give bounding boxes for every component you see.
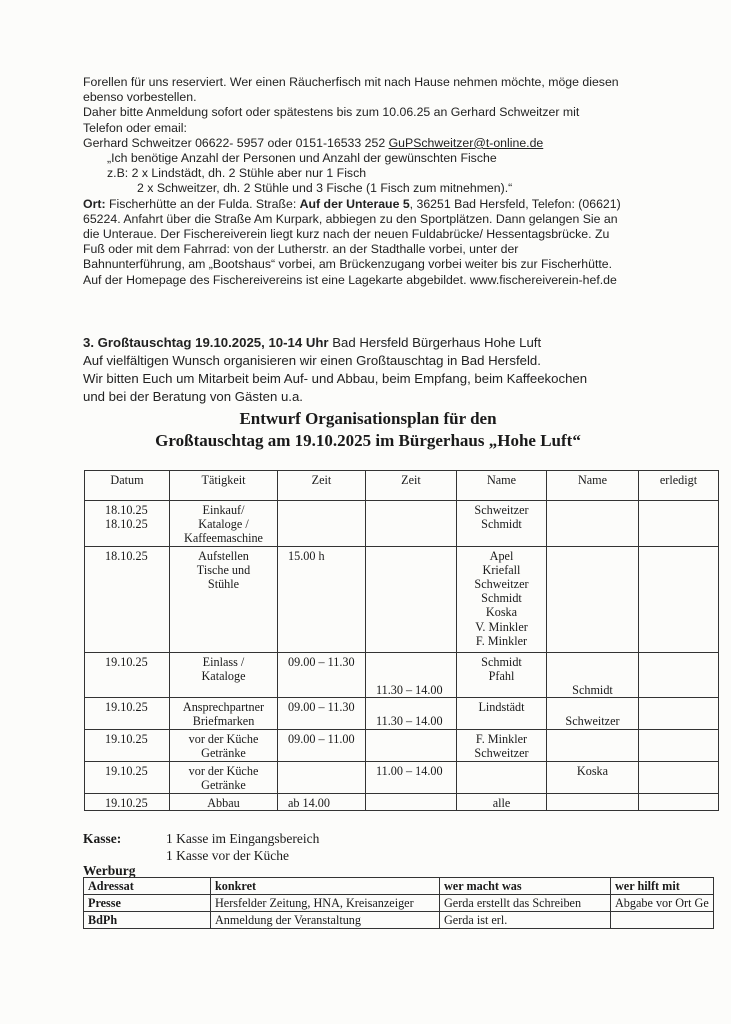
ort-line: Fuß oder mit dem Fahrrad: von der Lutherstr. an der Stadthalle vorbei, unter der (83, 242, 519, 257)
section-3 (83, 334, 713, 406)
werbung-cell: Gerda ist erl. (440, 912, 611, 929)
table-cell (457, 762, 547, 793)
table-cell: Einkauf/ Kataloge / Kaffeemaschine (170, 501, 278, 547)
table-cell (547, 546, 639, 652)
section-3-location: Bad Hersfeld Bürgerhaus Hohe Luft (328, 335, 542, 350)
werbung-table (83, 877, 714, 929)
quote-line: z.B: 2 x Lindstädt, dh. 2 Stühle aber nur 1 Fisch (107, 166, 367, 181)
organisation-plan-table (84, 470, 719, 811)
table-cell: 09.00 – 11.30 (278, 698, 366, 730)
ort-label: Ort: (83, 196, 106, 211)
table-cell (366, 730, 457, 762)
table-cell (639, 546, 719, 652)
table-row (85, 546, 719, 652)
table-row (85, 698, 719, 730)
contact-line (83, 136, 713, 151)
plan-title-line: Großtauschtag am 19.10.2025 im Bürgerhaus „Hohe Luft“ (155, 431, 581, 450)
table-cell: Aufstellen Tische und Stühle (170, 546, 278, 652)
header-zeit: Zeit (366, 471, 457, 501)
table-cell (639, 698, 719, 730)
table-cell: 19.10.25 (85, 698, 170, 730)
quote-line: „Ich benötige Anzahl der Personen und Anzahl der gewünschten Fische (107, 151, 497, 166)
table-cell: 19.10.25 (85, 793, 170, 810)
plan-title-line: Entwurf Organisationsplan für den (239, 409, 497, 428)
intro-text (83, 75, 713, 288)
section-3-line: Auf vielfältigen Wunsch organisieren wir einen Großtauschtag in Bad Hersfeld. (83, 353, 541, 368)
table-cell (639, 652, 719, 698)
table-cell: 09.00 – 11.30 (278, 652, 366, 698)
table-cell: Schmidt Pfahl (457, 652, 547, 698)
table-row (85, 501, 719, 547)
werbung-cell: Abgabe vor Ort Ge (611, 895, 714, 912)
table-row (85, 762, 719, 793)
werbung-title: Werburg (83, 863, 136, 878)
header-name: Name (457, 471, 547, 501)
table-cell (278, 501, 366, 547)
intro-line: Forellen für uns reserviert. Wer einen Räucherfisch mit nach Hause nehmen möchte, möge diesen (83, 75, 619, 89)
table-row (85, 652, 719, 698)
table-cell: 19.10.25 (85, 730, 170, 762)
table-cell: vor der Küche Getränke (170, 730, 278, 762)
table-cell: 11.00 – 14.00 (366, 762, 457, 793)
table-cell: Koska (547, 762, 639, 793)
kasse-values (166, 830, 466, 864)
table-cell: Schweitzer (547, 698, 639, 730)
header-erledigt: erledigt (639, 471, 719, 501)
table-cell: vor der Küche Getränke (170, 762, 278, 793)
header-adressat: Adressat (84, 878, 211, 895)
table-cell: 11.30 – 14.00 (366, 698, 457, 730)
ort-line (83, 197, 713, 212)
table-cell: 19.10.25 (85, 762, 170, 793)
table-cell (547, 501, 639, 547)
ort-line: Auf der Homepage des Fischereivereins ist eine Lagekarte abgebildet. www.fischereiverein-hef.de (83, 272, 617, 287)
header-datum: Datum (85, 471, 170, 501)
table-cell: Schmidt (547, 652, 639, 698)
table-cell (639, 501, 719, 547)
table-cell: Einlass / Kataloge (170, 652, 278, 698)
ort-text: Fischerhütte an der Fulda. Straße: (105, 196, 300, 211)
werbung-cell (611, 912, 714, 929)
werbung-cell: Anmeldung der Veranstaltung (211, 912, 440, 929)
ort-line: die Unteraue. Der Fischereiverein liegt kurz nach der neuen Fuldabrücke/ Hessentagsbrücke. Zu (83, 227, 610, 242)
table-cell (278, 762, 366, 793)
header-name: Name (547, 471, 639, 501)
table-cell: 19.10.25 (85, 652, 170, 698)
section-3-line: und bei der Beratung von Gästen u.a. (83, 389, 303, 404)
table-cell (547, 730, 639, 762)
section-3-heading (83, 334, 713, 352)
ort-text: , 36251 Bad Hersfeld, Telefon: (06621) (409, 196, 621, 211)
table-cell: Schweitzer Schmidt (457, 501, 547, 547)
table-row (85, 730, 719, 762)
plan-title (83, 408, 653, 452)
table-cell: ab 14.00 (278, 793, 366, 810)
werbung-cell: Presse (84, 895, 211, 912)
intro-line: ebenso vorbestellen. (83, 90, 197, 105)
contact-phone: Gerhard Schweitzer 06622- 5957 oder 0151-16533 252 (83, 135, 389, 150)
werbung-row (84, 912, 714, 929)
kasse-label: Kasse: (83, 831, 122, 846)
table-cell: Abbau (170, 793, 278, 810)
table-cell: alle (457, 793, 547, 810)
quote-line: 2 x Schweitzer, dh. 2 Stühle und 3 Fische (1 Fisch zum mitnehmen).“ (137, 181, 513, 196)
werbung-cell: Gerda erstellt das Schreiben (440, 895, 611, 912)
header-konkret: konkret (211, 878, 440, 895)
ort-line: 65224. Anfahrt über die Straße Am Kurpark, abbiegen zu den Sportplätzen. Dann gelangen Sie an (83, 211, 618, 226)
table-cell (366, 501, 457, 547)
table-cell (366, 546, 457, 652)
header-zeit: Zeit (278, 471, 366, 501)
table-cell (547, 793, 639, 810)
intro-line: Telefon oder email: (83, 120, 187, 135)
table-cell (639, 762, 719, 793)
werbung-row (84, 895, 714, 912)
table-cell: 11.30 – 14.00 (366, 652, 457, 698)
werbung-cell: BdPh (84, 912, 211, 929)
ort-street: Auf der Unteraue 5 (299, 196, 410, 211)
section-3-title: 3. Großtauschtag 19.10.2025, 10-14 Uhr (83, 335, 329, 350)
table-cell: Apel Kriefall Schweitzer Schmidt Koska V. Minkler F. Minkler (457, 546, 547, 652)
header-taetigkeit: Tätigkeit (170, 471, 278, 501)
table-cell (639, 793, 719, 810)
header-wer-macht-was: wer macht was (440, 878, 611, 895)
header-wer-hilft-mit: wer hilft mit (611, 878, 714, 895)
table-cell: F. Minkler Schweitzer (457, 730, 547, 762)
table-row (85, 793, 719, 810)
werbung-cell: Hersfelder Zeitung, HNA, Kreisanzeiger (211, 895, 440, 912)
table-cell (366, 793, 457, 810)
table-cell: Lindstädt (457, 698, 547, 730)
kasse-line: 1 Kasse vor der Küche (166, 848, 289, 863)
section-3-line: Wir bitten Euch um Mitarbeit beim Auf- und Abbau, beim Empfang, beim Kaffeekochen (83, 371, 588, 386)
kasse-line: 1 Kasse im Eingangsbereich (166, 831, 320, 846)
table-cell: 18.10.25 (85, 546, 170, 652)
table-cell: 15.00 h (278, 546, 366, 652)
table-cell: 18.10.25 18.10.25 (85, 501, 170, 547)
table-cell: Ansprechpartner Briefmarken (170, 698, 278, 730)
table-cell: 09.00 – 11.00 (278, 730, 366, 762)
ort-line: Bahnunterführung, am „Bootshaus“ vorbei, am Brückenzugang vorbei weiter bis zur Fischerhütte. (83, 257, 613, 272)
werbung-header-row (84, 878, 714, 895)
table-cell (639, 730, 719, 762)
intro-line: Daher bitte Anmeldung sofort oder spätestens bis zum 10.06.25 an Gerhard Schweitzer mit (83, 105, 580, 120)
table-header-row (85, 471, 719, 501)
email-link[interactable]: GuPSchweitzer@t-online.de (388, 135, 544, 150)
